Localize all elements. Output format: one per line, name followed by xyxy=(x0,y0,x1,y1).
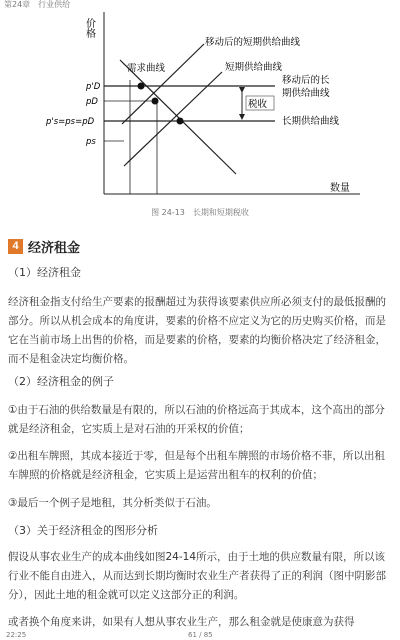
status-time: 22:25 xyxy=(6,631,27,639)
y-axis-label: 价格 xyxy=(83,18,95,38)
label-pd-prime: p'D xyxy=(86,82,101,92)
paragraph-graph: 假设从事农业生产的成本曲线如图24-14所示，由于土地的供应数量有限，所以该行业不能自由进入，从而达到长期均衡时农业生产者获得了正的利润（图中阴影部分），因此土地的租金就可以定义这部分正的利润。 xyxy=(8,551,386,601)
point-c xyxy=(177,118,184,125)
label-tax: 税收 xyxy=(248,99,268,110)
point-b xyxy=(152,98,159,105)
point-a xyxy=(138,83,145,90)
section-number: 4 xyxy=(8,239,23,254)
label-moved-long-2: 期供给曲线 xyxy=(282,88,330,99)
label-pd: pD xyxy=(86,97,98,107)
chapter-header: 第24章 行业供给 xyxy=(4,0,71,9)
example-oil: ①由于石油的供给数量是有限的，所以石油的价格远高于其成本，这个高出的部分就是经济租金，它实质上是对石油的开采权的价值； xyxy=(8,404,385,435)
section-title: 经济租金 xyxy=(28,239,81,255)
figure-caption: 图 24-13 长期和短期税收 xyxy=(151,208,249,217)
example-taxi: ②出租车牌照，其成本接近于零，但是每个出租车牌照的市场价格不菲，所以出租车牌照的价格就是经济租金，它实质上是运营出租车的权利的价值； xyxy=(8,450,385,481)
label-ps: ps xyxy=(86,137,96,147)
label-short-supply: 短期供给曲线 xyxy=(225,62,283,73)
subheading-3: （3）关于经济租金的图形分析 xyxy=(8,524,158,537)
label-moved-long-1: 移动后的长 xyxy=(282,75,330,86)
example-land: ③最后一个例子是地租，其分析类似于石油。 xyxy=(8,497,217,509)
label-demand: 需求曲线 xyxy=(127,63,166,74)
label-ps-eq: p's=ps=pD xyxy=(46,117,95,127)
moved-short-supply-curve xyxy=(122,44,204,124)
status-bar xyxy=(0,630,400,640)
label-moved-short: 移动后的短期供给曲线 xyxy=(205,37,301,48)
subheading-1: （1）经济租金 xyxy=(8,266,81,279)
page-indicator: 61 / 85 xyxy=(188,631,213,639)
demand-curve xyxy=(120,60,236,174)
x-axis-label: 数量 xyxy=(330,183,350,194)
section-heading xyxy=(8,238,80,254)
label-long-supply: 长期供给曲线 xyxy=(282,116,340,127)
subheading-2: （2）经济租金的例子 xyxy=(8,375,114,388)
tax-supply-diagram xyxy=(0,0,400,226)
paragraph-definition: 经济租金指支付给生产要素的报酬超过为获得该要素供应所必须支付的最低报酬的部分。所以从机会成本的角度讲，要素的价格不应定义为它的历史购买价格，而是它在当前市场上出售的价格，而是要素的价格，要素的均衡价格决定了经济租金，而不是租金决定均衡价格。 xyxy=(8,296,386,365)
paragraph-cutoff: 或者换个角度来讲，如果有人想从事农业生产，那么租金就是使康意为获得 xyxy=(8,616,355,628)
